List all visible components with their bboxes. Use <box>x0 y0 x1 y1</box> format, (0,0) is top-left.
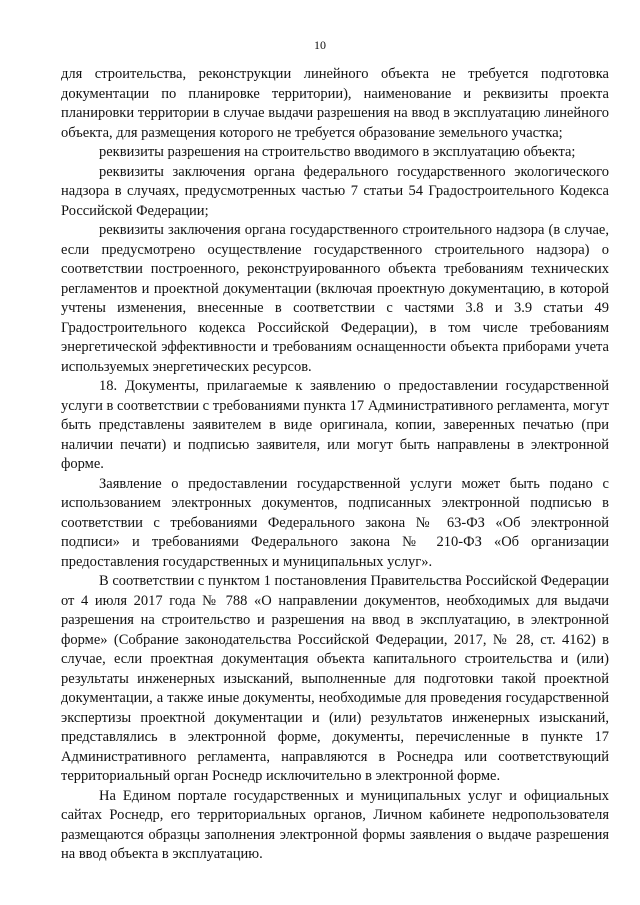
paragraph-government-resolution-788: В соответствии с пунктом 1 постановления Правительства Российской Федерации от 4 июля 2017 года № 788 «О направлении документов, необходимых для выдачи разрешения на строительство и разрешения на ввод в эксплуатацию, в электронной форме» (Собрание законодательства Российской Федерации, 2017, № 28, ст. 4162) в случае, если проектная документация объекта капитального строительства и (или) результаты инженерных изысканий, выполненные для подготовки такой проектной документации, а также иные документы, необходимые для проведения государственной экспертизы проектной документации и (или) результатов инженерных изысканий, представлялись в электронной форме, документы, перечисленные в пункте 17 Административного регламента, направляются в Роснедра или соответствующий территориальный орган Роснедр исключительно в электронной форме. <box>61 573 609 784</box>
document-body <box>61 65 609 865</box>
page-number: 10 <box>314 38 326 52</box>
paragraph-unified-portal-samples: На Едином портале государственных и муниципальных услуг и официальных сайтах Роснедр, его территориальных органов, Личном кабинете недропользователя размещаются образцы заполнения электронной формы заявления о выдаче разрешения на ввод объекта в эксплуатацию. <box>61 787 609 862</box>
paragraph-construction-permit-details: реквизиты разрешения на строительство вводимого в эксплуатацию объекта; <box>99 144 576 160</box>
paragraph-item-18-documents: 18. Документы, прилагаемые к заявлению о предоставлении государственной услуги в соответствии с требованиями пункта 17 Административного регламента, могут быть представлены заявителем в виде оригинала, копии, заверенных печатью (при наличии печати) и подписью заявителя, или могут быть направлены в электронной форме. <box>61 378 609 472</box>
paragraph-electronic-application: Заявление о предоставлении государственной услуги может быть подано с использованием электронных документов, подписанных электронной подписью в соответствии с требованиями Федерального закона № 63-ФЗ «Об электронной подписи» и требованиями Федерального закона № 210-ФЗ «Об организации предоставления государственных и муниципальных услуг». <box>61 475 609 570</box>
paragraph-ecological-supervision-conclusion: реквизиты заключения органа федерального государственного экологического надзора в случаях, предусмотренных частью 7 статьи 54 Градостроительного Кодекса Российской Федерации; <box>61 163 609 219</box>
paragraph-linear-object-details: для строительства, реконструкции линейного объекта не требуется подготовка документации по планировке территории), наименование и реквизиты проекта планировки территории в случае выдачи разрешения на ввод в эксплуатацию линейного объекта, для размещения которого не требуется образование земельного участка; <box>61 66 609 141</box>
paragraph-construction-supervision-conclusion: реквизиты заключения органа государственного строительного надзора (в случае, если предусмотрено осуществление государственного строительного надзора) о соответствии построенного, реконструированного объекта требованиям технических регламентов и проектной документации (включая проектную документацию, в которой учтены изменения, внесенные в соответствии с частями 3.8 и 3.9 статьи 49 Градостроительного кодекса Российской Федерации), в том числе требованиям энергетической эффективности и требованиям оснащенности объекта приборами учета используемых энергетических ресурсов. <box>61 222 609 375</box>
